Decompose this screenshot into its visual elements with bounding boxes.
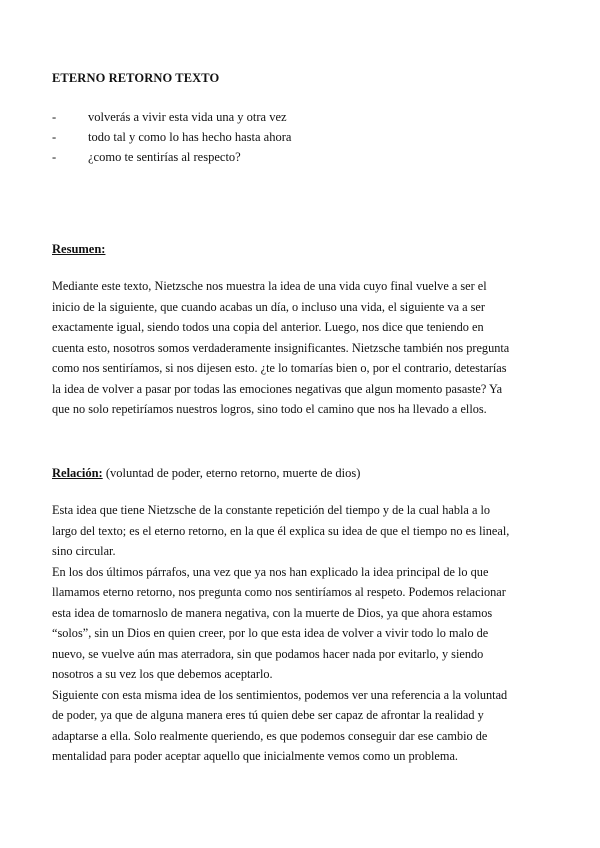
resumen-paragraph [52, 276, 552, 420]
text-line: sino circular. [52, 544, 116, 558]
bullet-dash: - [52, 150, 57, 164]
text-line: Mediante este texto, Nietzsche nos muestra la idea de una vida cuyo final vuelve a ser el [52, 279, 487, 293]
text-line: que no solo repetiríamos nuestros logros, sino todo el camino que nos ha llevado a ellos. [52, 402, 487, 416]
text-line: la idea de volver a pasar por todas las emociones negativas que algun momento pasaste? Ya [52, 381, 503, 396]
text-line: mentalidad para poder aceptar aquello que inicialmente vemos como un problema. [52, 749, 458, 763]
text-line: cuenta esto, nosotros somos verdaderamente insignificantes. Nietzsche también nos pregunta [52, 340, 510, 355]
text-line: nosotros a su vez los que debemos aceptarlo. [52, 667, 273, 681]
text-line: exactamente igual, siendo todos una copia del anterior. Luego, nos dice que teniendo en [52, 320, 484, 334]
text-line: inicio de la siguiente, que cuando acabas un día, o incluso una vida, el siguiente va a ser [52, 299, 485, 314]
text-line: adaptarse a ella. Solo realmente queriendo, es que podemos conseguir dar ese cambio de [52, 728, 488, 743]
resumen-heading: Resumen: [52, 242, 106, 256]
text-line: En los dos últimos párrafos, una vez que ya nos han explicado la idea principal de lo que [52, 564, 489, 579]
relacion-paragraph [52, 500, 552, 767]
text-line: de poder, ya que de alguna manera eres tú quien debe ser capaz de afrontar la realidad y [52, 708, 484, 722]
text-line: como nos sentiríamos, si nos dijesen esto. ¿te lo tomarías bien o, por el contrario, detestarías [52, 361, 507, 375]
text-line: esta idea de tomarnoslo de manera negativa, con la muerte de Dios, ya que ahora estamos [52, 605, 493, 620]
relacion-heading-suffix: (voluntad de poder, eterno retorno, muerte de dios) [102, 466, 361, 480]
relacion-heading [52, 466, 360, 481]
text-line: nuevo, se vuelve aún mas aterradora, sin que podamos hacer nada por evitarlo, y siendo [52, 646, 484, 661]
text-line: Siguiente con esta misma idea de los sentimientos, podemos ver una referencia a la voluntad [52, 687, 508, 702]
bullet-text: todo tal y como lo has hecho hasta ahora [88, 130, 292, 144]
text-line: “solos”, sin un Dios en quien creer, por lo que esta idea de volver a vivir todo lo malo de [52, 626, 489, 640]
bullet-text: volverás a vivir esta vida una y otra vez [88, 110, 287, 124]
relacion-heading-label: Relación: [52, 466, 103, 480]
bullet-dash: - [52, 130, 57, 144]
bullet-text: ¿como te sentirías al respecto? [88, 150, 241, 164]
document-title: ETERNO RETORNO TEXTO [52, 71, 220, 85]
bullet-dash: - [52, 110, 57, 124]
text-line: Esta idea que tiene Nietzsche de la constante repetición del tiempo y de la cual habla a lo [52, 503, 491, 517]
text-line: llamamos eterno retorno, nos pregunta como nos sentiríamos al respeto. Podemos relacionar [52, 585, 506, 599]
text-line: largo del texto; es el eterno retorno, en la que él explica su idea de que el tiempo no es lineal, [52, 523, 510, 538]
